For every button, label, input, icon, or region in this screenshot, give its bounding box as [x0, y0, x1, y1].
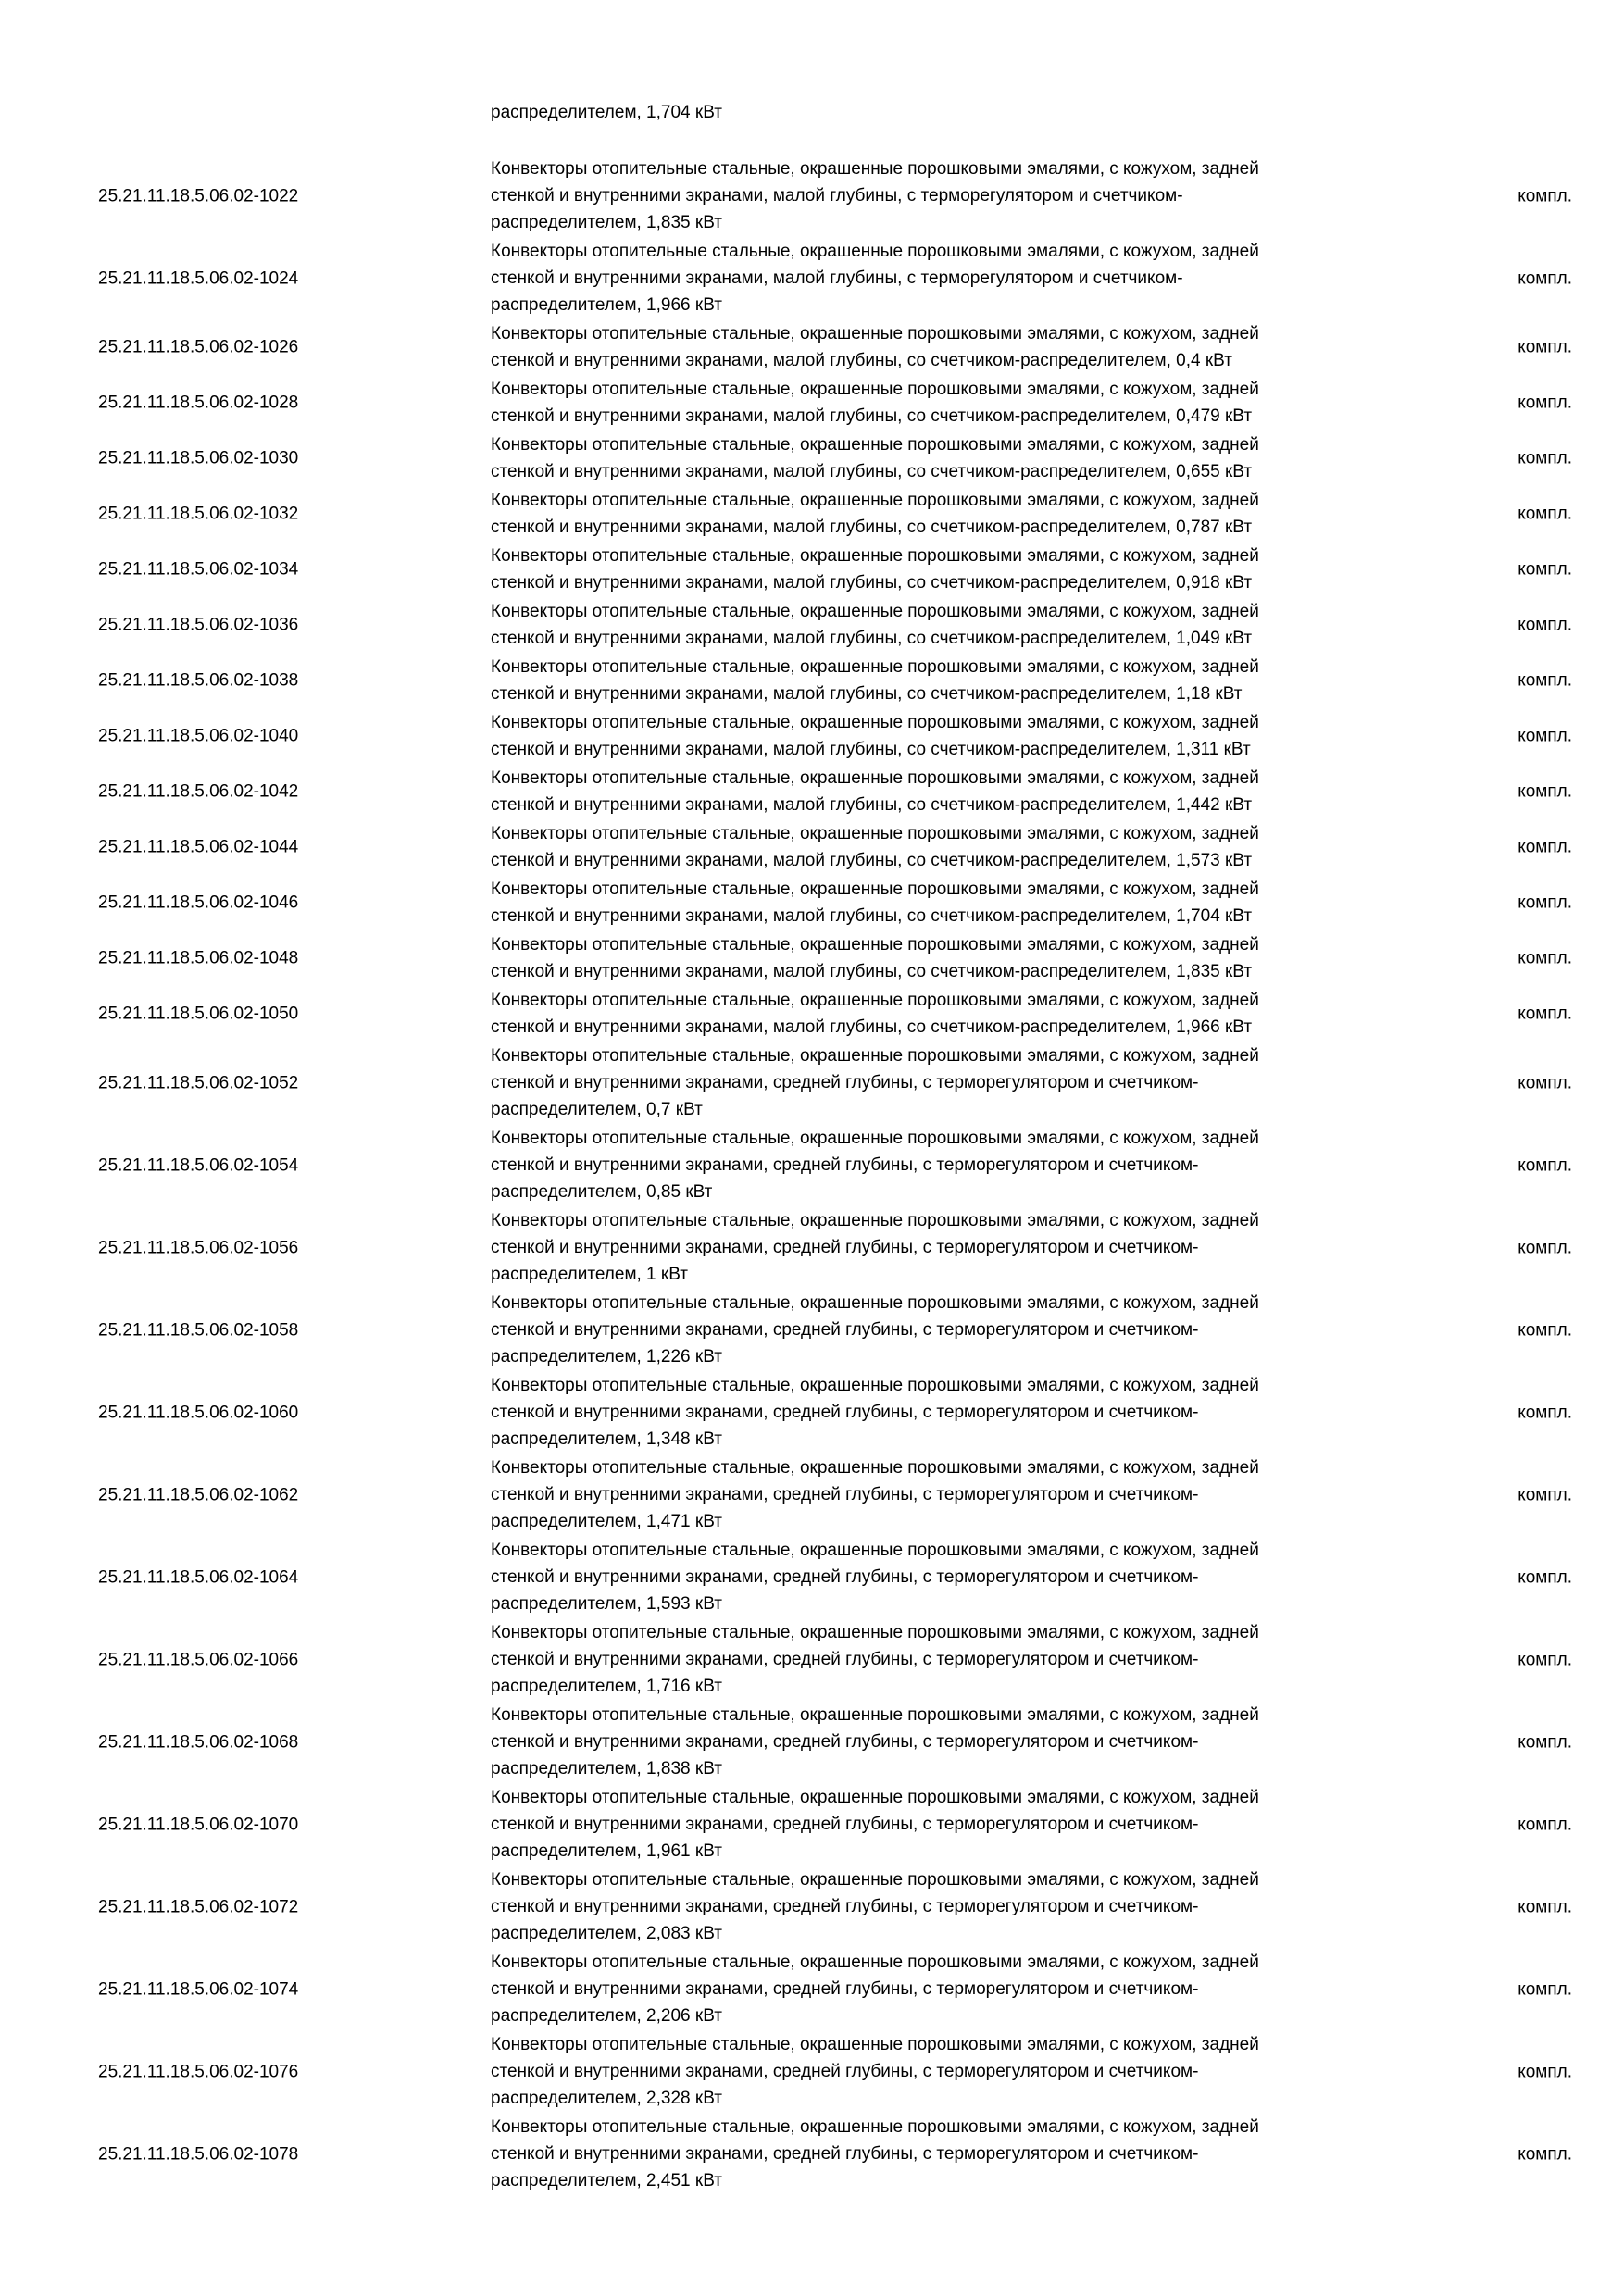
- table-row: [0, 931, 1624, 985]
- row-code: 25.21.11.18.5.06.02-1050: [98, 1004, 299, 1024]
- row-unit: компл.: [1518, 892, 1572, 913]
- row-unit: компл.: [1518, 2062, 1572, 2081]
- row-description: Конвекторы отопительные стальные, окрашенные порошковыми эмалями, с кожухом, задней стенкой и внутренними экранами, средней глубины, с терморегулятором и счетчиком- распределителем, 1,471 кВт: [491, 1458, 1259, 1531]
- row-description: Конвекторы отопительные стальные, окрашенные порошковыми эмалями, с кожухом, задней стенкой и внутренними экранами, малой глубины, со счетчиком-распределителем, 1,573 кВт: [491, 824, 1259, 870]
- row-description: Конвекторы отопительные стальные, окрашенные порошковыми эмалями, с кожухом, задней стенкой и внутренними экранами, средней глубины, с терморегулятором и счетчиком- распределителем, 2,328 кВт: [491, 2035, 1259, 2108]
- row-unit: компл.: [1518, 1403, 1572, 1422]
- table-row: [0, 1784, 1624, 1865]
- row-unit: компл.: [1518, 393, 1572, 413]
- table-row: [0, 654, 1624, 707]
- row-description: Конвекторы отопительные стальные, окрашенные порошковыми эмалями, с кожухом, задней стенкой и внутренними экранами, средней глубины, с терморегулятором и счетчиком- распределителем, 1,226 кВт: [491, 1293, 1259, 1366]
- table-row: [0, 376, 1624, 430]
- row-code: 25.21.11.18.5.06.02-1042: [98, 781, 299, 802]
- row-description: Конвекторы отопительные стальные, окрашенные порошковыми эмалями, с кожухом, задней стенкой и внутренними экранами, малой глубины, со счетчиком-распределителем, 1,966 кВт: [491, 991, 1259, 1037]
- table-row: [0, 765, 1624, 818]
- table-row: [0, 987, 1624, 1041]
- row-code: 25.21.11.18.5.06.02-1034: [98, 559, 299, 580]
- row-unit: компл.: [1518, 559, 1572, 580]
- row-unit: компл.: [1518, 504, 1572, 524]
- row-description: Конвекторы отопительные стальные, окрашенные порошковыми эмалями, с кожухом, задней стенкой и внутренними экранами, малой глубины, со счетчиком-распределителем, 1,049 кВт: [491, 602, 1259, 648]
- row-unit: компл.: [1518, 2144, 1572, 2164]
- row-code: 25.21.11.18.5.06.02-1044: [98, 837, 299, 857]
- carryover-row: [0, 99, 1624, 126]
- row-description: Конвекторы отопительные стальные, окрашенные порошковыми эмалями, с кожухом, задней стенкой и внутренними экранами, средней глубины, с терморегулятором и счетчиком- распределителем, 1,716 кВт: [491, 1623, 1259, 1696]
- row-unit: компл.: [1518, 448, 1572, 468]
- table-row: [0, 598, 1624, 652]
- row-code: 25.21.11.18.5.06.02-1070: [98, 1815, 299, 1834]
- row-unit: компл.: [1518, 615, 1572, 635]
- row-unit: компл.: [1518, 1567, 1572, 1587]
- row-code: 25.21.11.18.5.06.02-1066: [98, 1650, 299, 1669]
- row-code: 25.21.11.18.5.06.02-1062: [98, 1485, 299, 1504]
- row-description: Конвекторы отопительные стальные, окрашенные порошковыми эмалями, с кожухом, задней стенкой и внутренними экранами, малой глубины, с терморегулятором и счетчиком- распределителем, 1,966 кВт: [491, 242, 1259, 315]
- table-row: [0, 1949, 1624, 2029]
- row-description: Конвекторы отопительные стальные, окрашенные порошковыми эмалями, с кожухом, задней стенкой и внутренними экранами, средней глубины, с терморегулятором и счетчиком- распределителем, 0,7 кВт: [491, 1046, 1259, 1119]
- row-description: Конвекторы отопительные стальные, окрашенные порошковыми эмалями, с кожухом, задней стенкой и внутренними экранами, средней глубины, с терморегулятором и счетчиком- распределителем, 1,593 кВт: [491, 1541, 1259, 1614]
- row-unit: компл.: [1518, 1320, 1572, 1340]
- table-row: [0, 1290, 1624, 1370]
- row-description: Конвекторы отопительные стальные, окрашенные порошковыми эмалями, с кожухом, задней стенкой и внутренними экранами, малой глубины, с терморегулятором и счетчиком- распределителем, 1,835 кВт: [491, 159, 1259, 232]
- row-code: 25.21.11.18.5.06.02-1060: [98, 1403, 299, 1422]
- table-row: [0, 1125, 1624, 1205]
- table-row: [0, 1702, 1624, 1782]
- row-unit: компл.: [1518, 337, 1572, 357]
- row-description: Конвекторы отопительные стальные, окрашенные порошковыми эмалями, с кожухом, задней стенкой и внутренними экранами, малой глубины, со счетчиком-распределителем, 1,18 кВт: [491, 657, 1259, 704]
- row-code: 25.21.11.18.5.06.02-1022: [98, 186, 299, 206]
- row-description: Конвекторы отопительные стальные, окрашенные порошковыми эмалями, с кожухом, задней стенкой и внутренними экранами, средней глубины, с терморегулятором и счетчиком- распределителем, 2,206 кВт: [491, 1953, 1259, 2026]
- row-unit: компл.: [1518, 1004, 1572, 1024]
- row-code: 25.21.11.18.5.06.02-1038: [98, 670, 299, 691]
- table-row: [0, 876, 1624, 930]
- row-description: Конвекторы отопительные стальные, окрашенные порошковыми эмалями, с кожухом, задней стенкой и внутренними экранами, малой глубины, со счетчиком-распределителем, 1,704 кВт: [491, 880, 1259, 926]
- row-description: Конвекторы отопительные стальные, окрашенные порошковыми эмалями, с кожухом, задней стенкой и внутренними экранами, средней глубины, с терморегулятором и счетчиком- распределителем, 1,348 кВт: [491, 1376, 1259, 1449]
- row-description: Конвекторы отопительные стальные, окрашенные порошковыми эмалями, с кожухом, задней стенкой и внутренними экранами, малой глубины, со счетчиком-распределителем, 1,311 кВт: [491, 713, 1259, 759]
- row-code: 25.21.11.18.5.06.02-1076: [98, 2062, 299, 2081]
- row-code: 25.21.11.18.5.06.02-1032: [98, 504, 299, 524]
- row-unit: компл.: [1518, 948, 1572, 968]
- row-unit: компл.: [1518, 186, 1572, 206]
- row-code: 25.21.11.18.5.06.02-1056: [98, 1238, 299, 1257]
- row-unit: компл.: [1518, 1650, 1572, 1669]
- row-description: Конвекторы отопительные стальные, окрашенные порошковыми эмалями, с кожухом, задней стенкой и внутренними экранами, средней глубины, с терморегулятором и счетчиком- распределителем, 2,083 кВт: [491, 1870, 1259, 1943]
- row-code: 25.21.11.18.5.06.02-1024: [98, 268, 299, 288]
- row-code: 25.21.11.18.5.06.02-1064: [98, 1567, 299, 1587]
- row-code: 25.21.11.18.5.06.02-1052: [98, 1073, 299, 1092]
- row-unit: компл.: [1518, 268, 1572, 288]
- row-unit: компл.: [1518, 1897, 1572, 1916]
- row-code: 25.21.11.18.5.06.02-1030: [98, 448, 299, 468]
- table-row: [0, 1207, 1624, 1288]
- row-code: 25.21.11.18.5.06.02-1074: [98, 1979, 299, 1999]
- table-row: [0, 2031, 1624, 2112]
- row-description: Конвекторы отопительные стальные, окрашенные порошковыми эмалями, с кожухом, задней стенкой и внутренними экранами, малой глубины, со счетчиком-распределителем, 0,787 кВт: [491, 491, 1259, 537]
- row-unit: компл.: [1518, 1155, 1572, 1175]
- table-row: [0, 1454, 1624, 1535]
- table-row: [0, 156, 1624, 236]
- table-row: [0, 543, 1624, 596]
- row-unit: компл.: [1518, 1815, 1572, 1834]
- row-code: 25.21.11.18.5.06.02-1040: [98, 726, 299, 746]
- row-description: Конвекторы отопительные стальные, окрашенные порошковыми эмалями, с кожухом, задней стенкой и внутренними экранами, малой глубины, со счетчиком-распределителем, 1,442 кВт: [491, 768, 1259, 815]
- carryover-text: распределителем, 1,704 кВт: [491, 103, 722, 122]
- table-row: [0, 1372, 1624, 1453]
- table-row: [0, 238, 1624, 318]
- row-description: Конвекторы отопительные стальные, окрашенные порошковыми эмалями, с кожухом, задней стенкой и внутренними экранами, малой глубины, со счетчиком-распределителем, 0,4 кВт: [491, 324, 1259, 370]
- row-unit: компл.: [1518, 1979, 1572, 1999]
- table-row: [0, 1042, 1624, 1123]
- row-description: Конвекторы отопительные стальные, окрашенные порошковыми эмалями, с кожухом, задней стенкой и внутренними экранами, малой глубины, со счетчиком-распределителем, 0,918 кВт: [491, 546, 1259, 593]
- row-code: 25.21.11.18.5.06.02-1078: [98, 2144, 299, 2164]
- table-row: [0, 709, 1624, 763]
- row-unit: компл.: [1518, 1485, 1572, 1504]
- row-description: Конвекторы отопительные стальные, окрашенные порошковыми эмалями, с кожухом, задней стенкой и внутренними экранами, средней глубины, с терморегулятором и счетчиком- распределителем, 1,838 кВт: [491, 1705, 1259, 1778]
- row-unit: компл.: [1518, 670, 1572, 691]
- table-row: [0, 1619, 1624, 1700]
- table-row: [0, 1866, 1624, 1947]
- row-description: Конвекторы отопительные стальные, окрашенные порошковыми эмалями, с кожухом, задней стенкой и внутренними экранами, средней глубины, с терморегулятором и счетчиком- распределителем, 2,451 кВт: [491, 2117, 1259, 2190]
- table-row: [0, 487, 1624, 541]
- row-code: 25.21.11.18.5.06.02-1048: [98, 948, 299, 968]
- row-unit: компл.: [1518, 837, 1572, 857]
- row-unit: компл.: [1518, 1238, 1572, 1257]
- table-row: [0, 820, 1624, 874]
- row-code: 25.21.11.18.5.06.02-1072: [98, 1897, 299, 1916]
- row-code: 25.21.11.18.5.06.02-1058: [98, 1320, 299, 1340]
- row-code: 25.21.11.18.5.06.02-1046: [98, 892, 299, 913]
- row-unit: компл.: [1518, 781, 1572, 802]
- table-row: [0, 320, 1624, 374]
- row-description: Конвекторы отопительные стальные, окрашенные порошковыми эмалями, с кожухом, задней стенкой и внутренними экранами, средней глубины, с терморегулятором и счетчиком- распределителем, 1,961 кВт: [491, 1788, 1259, 1861]
- row-description: Конвекторы отопительные стальные, окрашенные порошковыми эмалями, с кожухом, задней стенкой и внутренними экранами, малой глубины, со счетчиком-распределителем, 1,835 кВт: [491, 935, 1259, 981]
- row-description: Конвекторы отопительные стальные, окрашенные порошковыми эмалями, с кожухом, задней стенкой и внутренними экранами, малой глубины, со счетчиком-распределителем, 0,479 кВт: [491, 380, 1259, 426]
- row-code: 25.21.11.18.5.06.02-1028: [98, 393, 299, 413]
- row-unit: компл.: [1518, 726, 1572, 746]
- row-description: Конвекторы отопительные стальные, окрашенные порошковыми эмалями, с кожухом, задней стенкой и внутренними экранами, средней глубины, с терморегулятором и счетчиком- распределителем, 0,85 кВт: [491, 1129, 1259, 1202]
- row-code: 25.21.11.18.5.06.02-1026: [98, 337, 299, 357]
- row-description: Конвекторы отопительные стальные, окрашенные порошковыми эмалями, с кожухом, задней стенкой и внутренними экранами, средней глубины, с терморегулятором и счетчиком- распределителем, 1 кВт: [491, 1211, 1259, 1284]
- row-unit: компл.: [1518, 1073, 1572, 1092]
- row-unit: компл.: [1518, 1732, 1572, 1752]
- table-row: [0, 1537, 1624, 1617]
- row-code: 25.21.11.18.5.06.02-1054: [98, 1155, 299, 1175]
- table-row: [0, 431, 1624, 485]
- row-code: 25.21.11.18.5.06.02-1036: [98, 615, 299, 635]
- row-code: 25.21.11.18.5.06.02-1068: [98, 1732, 299, 1752]
- table-row: [0, 2114, 1624, 2194]
- row-description: Конвекторы отопительные стальные, окрашенные порошковыми эмалями, с кожухом, задней стенкой и внутренними экранами, малой глубины, со счетчиком-распределителем, 0,655 кВт: [491, 435, 1259, 481]
